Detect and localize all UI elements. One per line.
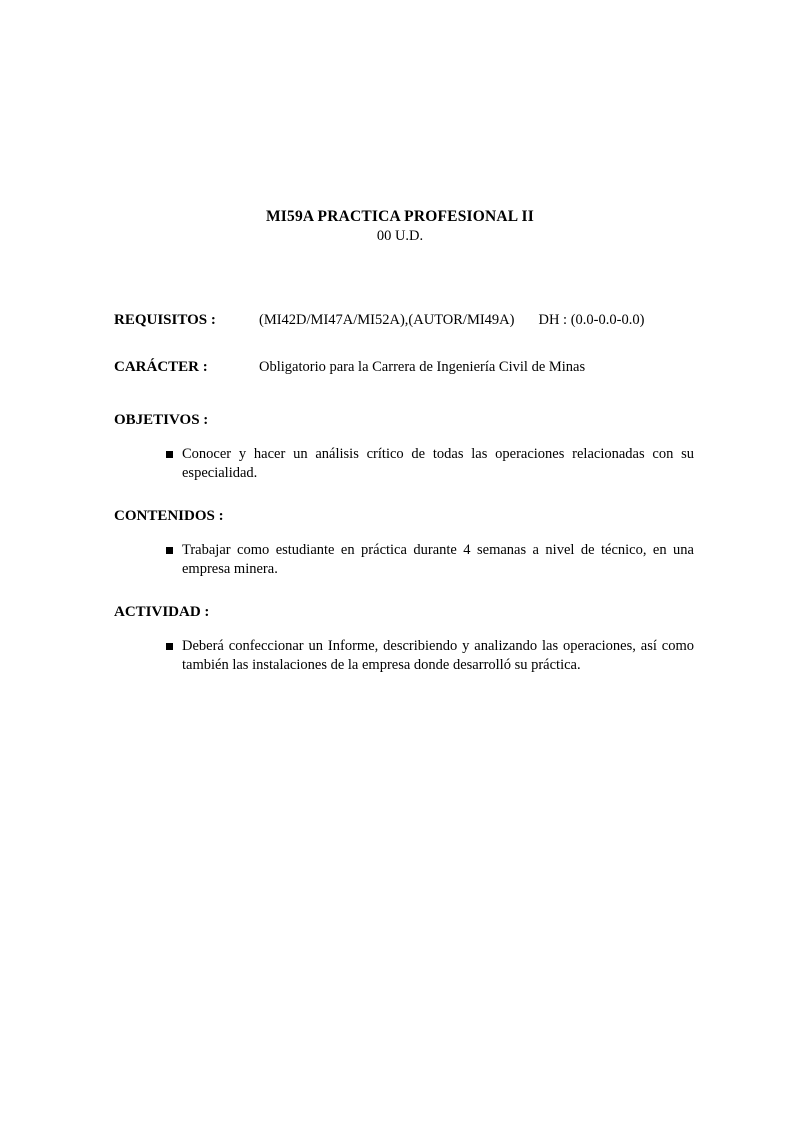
title-block <box>0 208 800 245</box>
list-item-text: Deberá confeccionar un Informe, describiendo y analizando las operaciones, así como también las instalaciones de la empresa donde desarrolló su práctica. <box>182 638 694 673</box>
section-heading-contenidos: CONTENIDOS : <box>114 508 224 525</box>
section-actividad <box>114 604 694 674</box>
field-label-caracter: CARÁCTER : <box>114 359 208 375</box>
section-heading-objetivos: OBJETIVOS : <box>114 412 209 428</box>
page-title: MI59A PRACTICA PROFESIONAL II <box>265 208 535 225</box>
field-value-caracter: Obligatorio para la Carrera de Ingeniería Civil de Minas <box>259 359 586 375</box>
field-label-requisitos: REQUISITOS : <box>114 312 216 328</box>
list-item-text: Conocer y hacer un análisis crítico de todas las operaciones relacionadas con su especialidad. <box>182 446 694 481</box>
section-heading-actividad: ACTIVIDAD : <box>114 604 210 621</box>
field-extra-dh: DH : (0.0-0.0-0.0) <box>538 312 645 328</box>
square-bullet-icon <box>166 547 173 554</box>
bullet-list-objetivos <box>114 445 694 482</box>
section-objetivos <box>114 412 694 482</box>
list-item-text: Trabajar como estudiante en práctica durante 4 semanas a nivel de técnico, en una empresa minera. <box>182 542 694 577</box>
list-item <box>114 445 694 482</box>
bullet-list-actividad <box>114 637 694 674</box>
field-value-requisitos: (MI42D/MI47A/MI52A),(AUTOR/MI49A) <box>259 312 515 328</box>
document-body <box>114 312 694 700</box>
square-bullet-icon <box>166 451 173 458</box>
list-item <box>114 637 694 674</box>
field-row-caracter <box>114 359 694 376</box>
list-item <box>114 541 694 578</box>
page-subtitle: 00 U.D. <box>376 228 424 244</box>
square-bullet-icon <box>166 643 173 650</box>
bullet-list-contenidos <box>114 541 694 578</box>
field-row-requisitos <box>114 312 694 329</box>
section-contenidos <box>114 508 694 578</box>
